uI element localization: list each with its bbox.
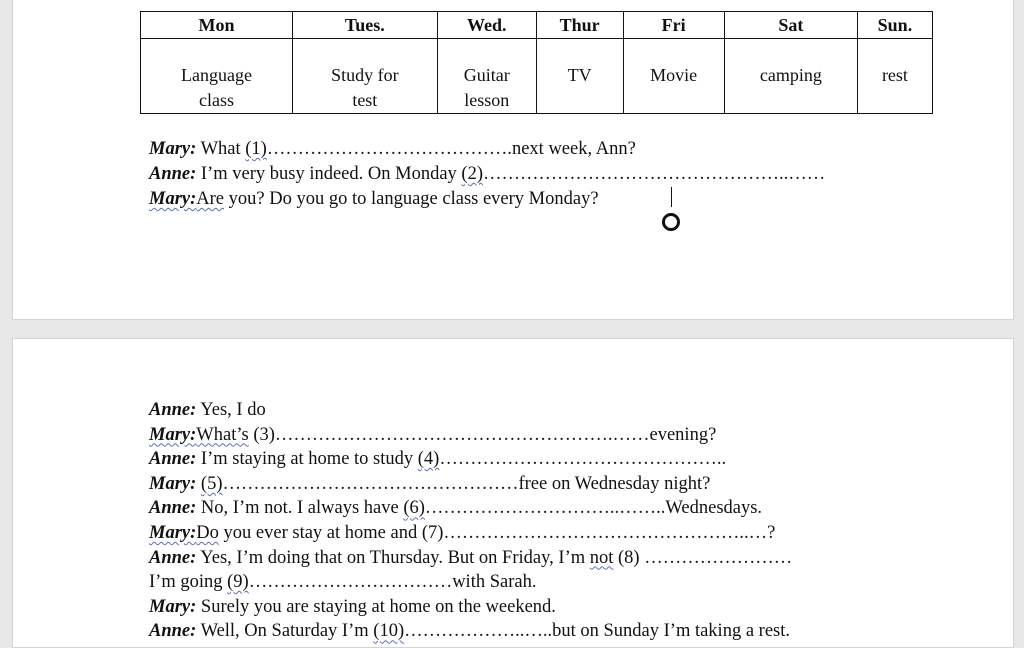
day-header: Tues.: [292, 12, 437, 39]
speaker-name: Anne:: [149, 449, 197, 470]
speaker-name: Anne:: [149, 547, 197, 568]
dialogue-line: [149, 595, 556, 619]
dialogue-line: [149, 570, 536, 594]
dialogue-text: you ever stay at home and (7)…………………………………………..…?: [218, 523, 776, 543]
activity-line: Guitar: [463, 65, 510, 85]
schedule-activity-row: [141, 39, 933, 114]
activity-line: Movie: [650, 65, 698, 85]
dialogue-text: …………………………………………..……: [483, 164, 826, 184]
activity-line: Study for: [331, 65, 399, 85]
dialogue-text: Yes, I do: [196, 400, 266, 420]
activity-line: test: [352, 90, 378, 110]
speaker-name: Mary:: [149, 596, 197, 617]
mouse-cursor-ring-icon: [662, 213, 680, 231]
speaker-name: Mary:: [149, 189, 197, 209]
activity-cell: [437, 39, 536, 114]
dialogue-line: [149, 447, 726, 471]
text-caret: [671, 187, 672, 207]
dialogue-line: [149, 546, 792, 570]
schedule-header-row: [141, 12, 933, 39]
speaker-name: Mary:: [149, 523, 197, 543]
dialogue-line: [149, 137, 636, 161]
dialogue-text: Yes, I’m doing that on Thursday. But on Friday, I’m: [196, 547, 590, 568]
spellcheck-flagged-text: What’s: [196, 424, 249, 445]
dialogue-text: you? Do you go to language class every Monday?: [224, 189, 599, 209]
activity-line: Language: [181, 65, 252, 85]
dialogue-line: [149, 162, 825, 186]
activity-line: TV: [567, 65, 592, 85]
day-header: Sat: [724, 12, 857, 39]
dialogue-line: [149, 187, 599, 211]
activity-line: class: [198, 90, 234, 110]
spellcheck-flagged-text: (9): [227, 572, 249, 593]
document-page-2: [12, 338, 1014, 648]
day-header: Wed.: [437, 12, 536, 39]
speaker-name: Anne:: [149, 400, 197, 420]
day-header: Sun.: [857, 12, 932, 39]
activity-line: lesson: [464, 90, 510, 110]
dialogue-line: [149, 398, 266, 422]
activity-line: rest: [881, 65, 908, 85]
dialogue-text: ………………………………………..: [439, 449, 727, 470]
dialogue-text: ……………………………with Sarah.: [248, 572, 537, 593]
dialogue-text: (3)……………………………………………….……evening?: [248, 424, 717, 445]
speaker-name: Mary:: [149, 139, 197, 159]
day-header: Thur: [536, 12, 623, 39]
dialogue-text: …………………………………………free on Wednesday night?: [222, 473, 711, 494]
dialogue-text: Well, On Saturday I’m: [196, 621, 374, 642]
spellcheck-flagged-text: (6): [403, 498, 425, 519]
dialogue-line: [149, 423, 716, 447]
dialogue-text: Surely you are staying at home on the weekend.: [196, 596, 556, 617]
dialogue-line: [149, 521, 775, 545]
activity-cell: [292, 39, 437, 114]
document-page-1: [12, 0, 1014, 320]
spellcheck-flagged-text: Do: [196, 523, 219, 543]
dialogue-line: [149, 472, 710, 496]
dialogue-text: I’m staying at home to study: [196, 449, 418, 470]
spellcheck-flagged-text: not: [589, 547, 614, 568]
spellcheck-flagged-text: (5): [200, 473, 223, 494]
activity-cell: [857, 39, 932, 114]
spellcheck-flagged-text: (10): [373, 621, 405, 642]
activity-cell: [724, 39, 857, 114]
dialogue-text: I’m very busy indeed. On Monday: [196, 164, 462, 184]
spellcheck-flagged-text: (2): [461, 164, 483, 184]
spellcheck-flagged-text: (4): [417, 449, 440, 470]
dialogue-text: What: [196, 139, 246, 159]
day-header: Fri: [623, 12, 724, 39]
activity-cell: [141, 39, 293, 114]
activity-cell: [623, 39, 724, 114]
dialogue-text: I’m going: [149, 572, 228, 593]
dialogue-text: (8) ……………………: [613, 547, 793, 568]
speaker-name: Anne:: [149, 498, 197, 519]
speaker-name: Mary:: [149, 473, 197, 494]
activity-cell: [536, 39, 623, 114]
speaker-name: Anne:: [149, 621, 197, 642]
dialogue-line: [149, 619, 790, 643]
speaker-name: Anne:: [149, 164, 197, 184]
dialogue-text: …………………………..……..Wednesdays.: [424, 498, 763, 519]
dialogue-line: [149, 496, 762, 520]
day-header: Mon: [141, 12, 293, 39]
schedule-table: [140, 11, 933, 114]
dialogue-text: No, I’m not. I always have: [196, 498, 404, 519]
activity-line: camping: [759, 65, 822, 85]
spellcheck-flagged-text: Are: [196, 189, 225, 209]
speaker-name: Mary:: [149, 424, 197, 445]
dialogue-text: ………………..…..but on Sunday I’m taking a rest.: [404, 621, 790, 642]
dialogue-text: ………………………………….next week, Ann?: [266, 139, 636, 159]
spellcheck-flagged-text: (1): [245, 139, 267, 159]
